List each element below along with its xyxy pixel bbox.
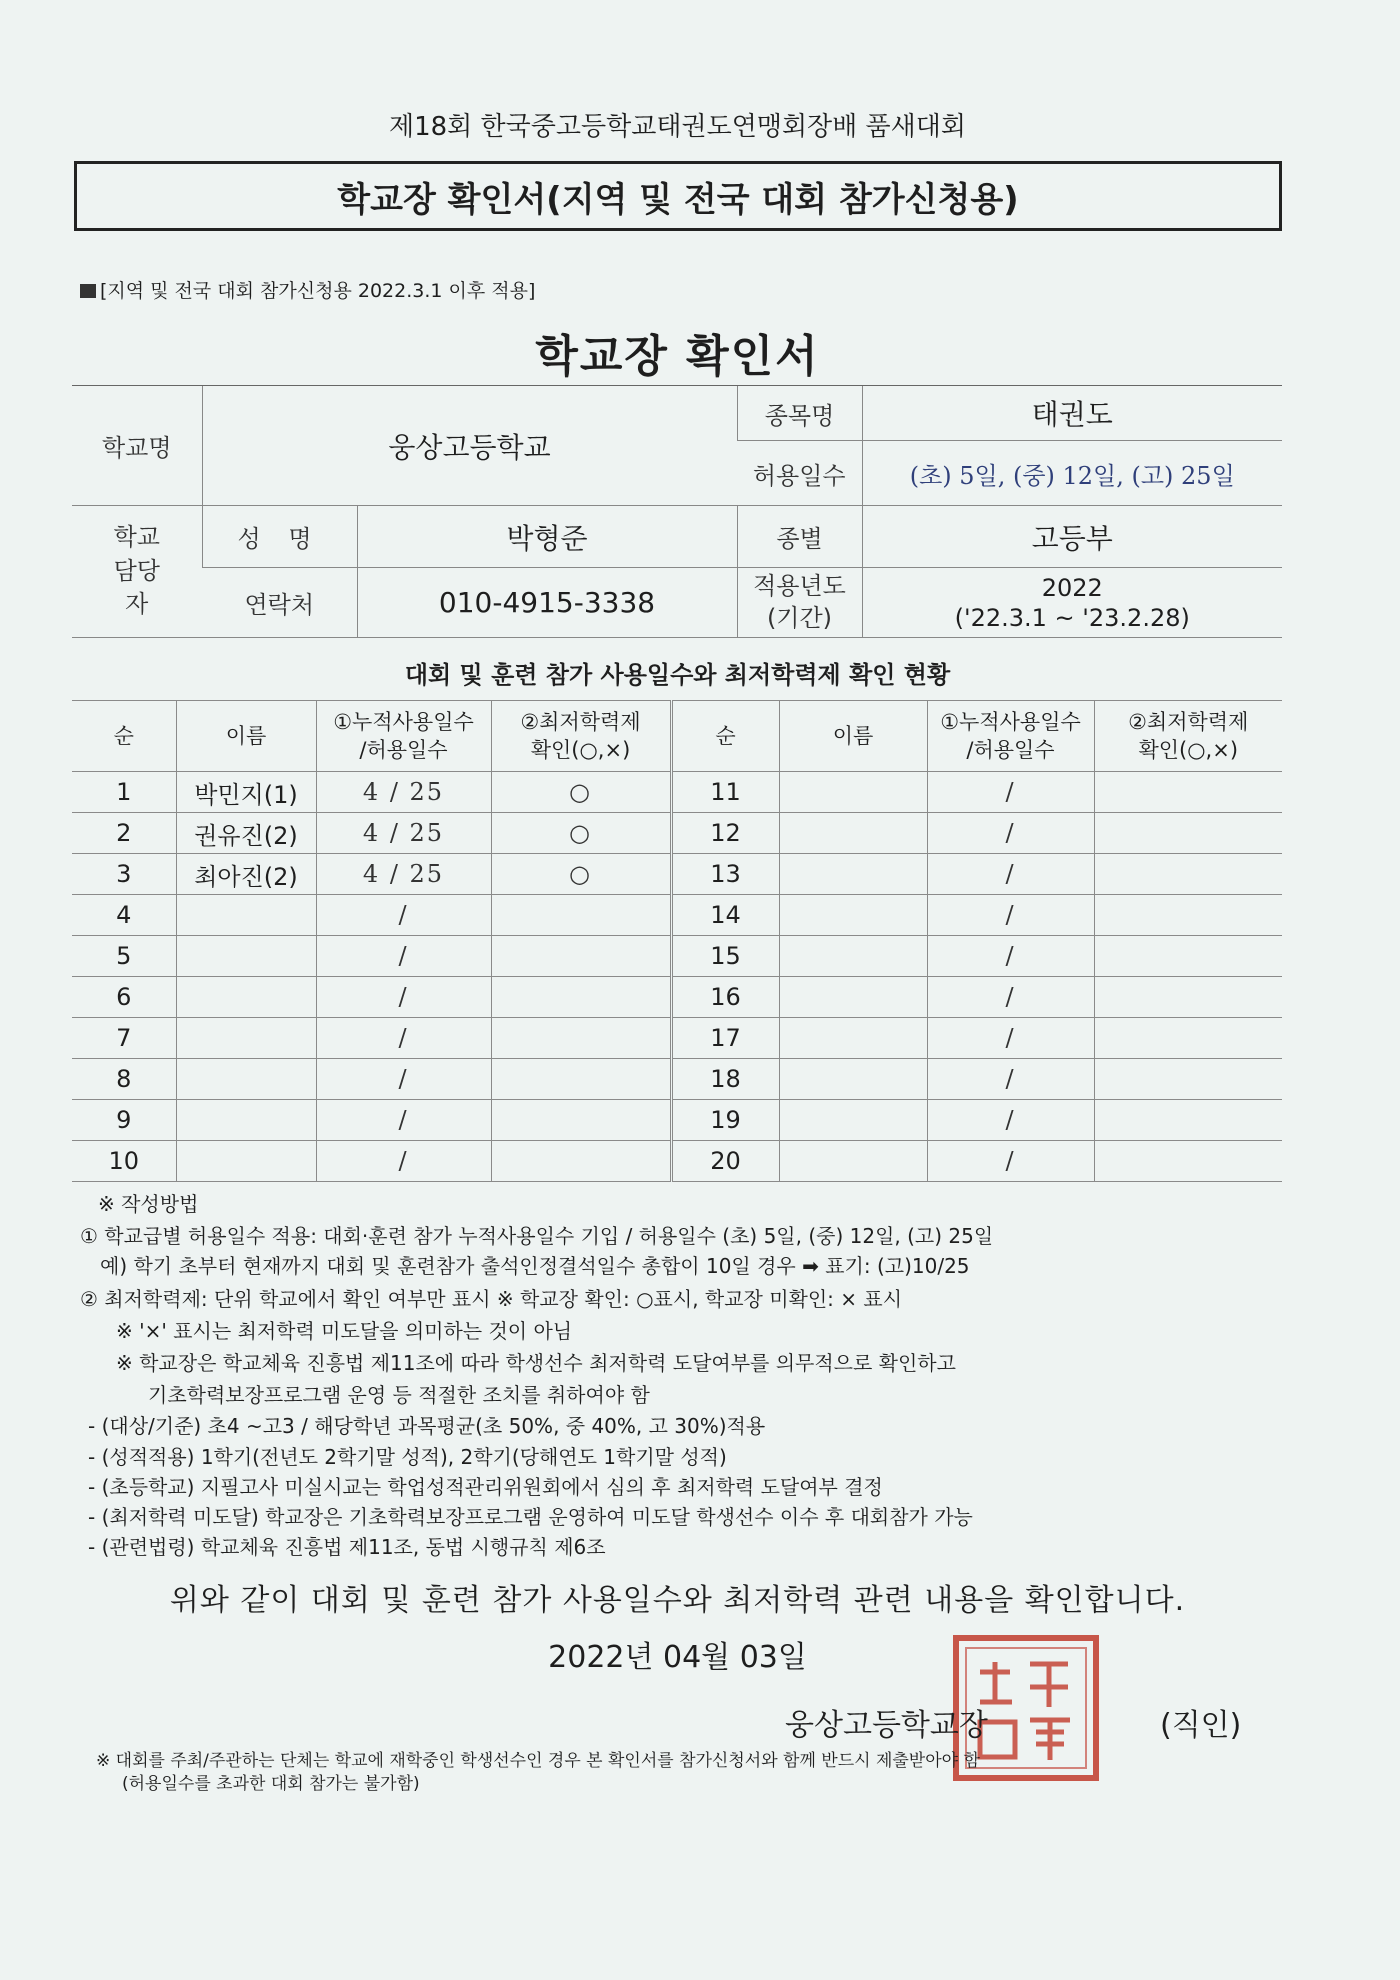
manager-label: 학교 담당자 bbox=[72, 506, 202, 638]
row-grade: ○ bbox=[491, 813, 671, 854]
table-row bbox=[72, 813, 1282, 854]
year-value-line2: ('22.3.1 ~ '23.2.28) bbox=[954, 603, 1190, 632]
principal-name: 웅상고등학교장 bbox=[785, 1708, 988, 1743]
row-number: 11 bbox=[671, 772, 779, 813]
instruction-line: - (관련법령) 학교체육 진흥법 제11조, 동법 시행규칙 제6조 bbox=[88, 1535, 606, 1559]
name-label: 성 명 bbox=[202, 506, 357, 568]
row-grade bbox=[491, 1141, 671, 1182]
year-label-line1: 적용년도 bbox=[753, 572, 846, 601]
table-header-row bbox=[72, 701, 1282, 772]
event-label: 종목명 bbox=[737, 386, 862, 441]
table-row bbox=[72, 1018, 1282, 1059]
row-grade bbox=[491, 895, 671, 936]
footnote bbox=[96, 1750, 980, 1796]
row-days: / bbox=[316, 936, 491, 977]
row-grade bbox=[1094, 936, 1282, 977]
instruction-line: 기초학력보장프로그램 운영 등 적절한 조치를 취하여야 함 bbox=[148, 1383, 650, 1407]
col-days-line2: /허용일수 bbox=[359, 738, 448, 762]
row-number: 6 bbox=[72, 977, 176, 1018]
row-name bbox=[176, 1100, 316, 1141]
row-number: 17 bbox=[671, 1018, 779, 1059]
row-grade bbox=[1094, 1059, 1282, 1100]
row-grade: ○ bbox=[491, 772, 671, 813]
col-days-line2: /허용일수 bbox=[966, 738, 1055, 762]
row-name bbox=[176, 1018, 316, 1059]
row-number: 20 bbox=[671, 1141, 779, 1182]
row-grade bbox=[1094, 977, 1282, 1018]
row-number: 16 bbox=[671, 977, 779, 1018]
row-grade bbox=[491, 1018, 671, 1059]
year-value bbox=[862, 568, 1282, 638]
instruction-line: ※ '×' 표시는 최저학력 미도달을 의미하는 것이 아님 bbox=[116, 1319, 573, 1343]
row-name: 권유진(2) bbox=[176, 813, 316, 854]
main-title: 학교장 확인서 bbox=[535, 331, 820, 382]
col-days-line1: ①누적사용일수 bbox=[940, 709, 1081, 734]
col-grade-line1: ②최저학력제 bbox=[1128, 709, 1249, 734]
allowed-days-label: 허용일수 bbox=[737, 441, 862, 506]
manager-name: 박형준 bbox=[357, 506, 737, 568]
row-days: 4 / 25 bbox=[316, 772, 491, 813]
row-number: 14 bbox=[671, 895, 779, 936]
year-value-line1: 2022 bbox=[1041, 573, 1103, 602]
col-grade-line1: ②최저학력제 bbox=[520, 709, 641, 734]
row-grade bbox=[491, 1059, 671, 1100]
col-days-right bbox=[927, 701, 1094, 772]
row-days: 4 / 25 bbox=[316, 813, 491, 854]
footnote-line-2: (허용일수를 초과한 대회 참가는 불가함) bbox=[122, 1773, 420, 1794]
row-grade bbox=[491, 1100, 671, 1141]
col-name-left: 이름 bbox=[176, 701, 316, 772]
table-row bbox=[72, 895, 1282, 936]
row-grade: ○ bbox=[491, 854, 671, 895]
col-grade-line2: 확인(○,×) bbox=[530, 738, 631, 762]
col-days-left bbox=[316, 701, 491, 772]
row-name bbox=[779, 854, 927, 895]
row-name bbox=[779, 895, 927, 936]
row-name bbox=[176, 1059, 316, 1100]
row-grade bbox=[1094, 1018, 1282, 1059]
table-row bbox=[72, 1059, 1282, 1100]
footnote-line-1: ※ 대회를 주최/주관하는 단체는 학교에 재학중인 학생선수인 경우 본 확인서를 참가신청서와 함께 반드시 제출받아야 함 bbox=[96, 1751, 980, 1771]
row-days: / bbox=[927, 895, 1094, 936]
square-bullet-icon bbox=[80, 284, 96, 298]
row-days: / bbox=[927, 813, 1094, 854]
row-grade bbox=[1094, 854, 1282, 895]
applicability-note-text: [지역 및 전국 대회 참가신청용 2022.3.1 이후 적용] bbox=[100, 280, 536, 302]
division-label: 종별 bbox=[737, 506, 862, 568]
row-number: 12 bbox=[671, 813, 779, 854]
allowed-days-value: (초) 5일, (중) 12일, (고) 25일 bbox=[862, 441, 1282, 506]
row-number: 1 bbox=[72, 772, 176, 813]
school-info-table bbox=[72, 385, 1282, 638]
col-grade-left bbox=[491, 701, 671, 772]
instruction-line: ※ 작성방법 bbox=[98, 1192, 199, 1216]
row-number: 15 bbox=[671, 936, 779, 977]
row-days: / bbox=[927, 1100, 1094, 1141]
contact-value: 010-4915-3338 bbox=[357, 568, 737, 638]
row-grade bbox=[491, 977, 671, 1018]
row-number: 10 bbox=[72, 1141, 176, 1182]
col-days-line1: ①누적사용일수 bbox=[333, 709, 474, 734]
table-row bbox=[72, 977, 1282, 1018]
col-no-left: 순 bbox=[72, 701, 176, 772]
competition-header: 제18회 한국중고등학교태권도연맹회장배 품새대회 bbox=[388, 112, 967, 142]
event-value: 태권도 bbox=[862, 386, 1282, 441]
row-number: 3 bbox=[72, 854, 176, 895]
instruction-line: - (초등학교) 지필고사 미실시교는 학업성적관리위원회에서 심의 후 최저학력 도달여부 결정 bbox=[88, 1475, 883, 1499]
row-days: 4 / 25 bbox=[316, 854, 491, 895]
row-grade bbox=[1094, 1141, 1282, 1182]
row-days: / bbox=[927, 1059, 1094, 1100]
row-name bbox=[176, 977, 316, 1018]
instruction-line: ※ 학교장은 학교체육 진흥법 제11조에 따라 학생선수 최저학력 도달여부를 의무적으로 확인하고 bbox=[116, 1351, 956, 1375]
year-label-line2: (기간) bbox=[766, 603, 833, 632]
row-grade bbox=[1094, 1100, 1282, 1141]
row-days: / bbox=[927, 977, 1094, 1018]
row-number: 5 bbox=[72, 936, 176, 977]
document-title-box bbox=[74, 161, 1282, 231]
row-days: / bbox=[316, 1059, 491, 1100]
row-days: / bbox=[316, 1018, 491, 1059]
row-name bbox=[779, 936, 927, 977]
row-number: 4 bbox=[72, 895, 176, 936]
division-value: 고등부 bbox=[862, 506, 1282, 568]
instruction-line: - (최저학력 미도달) 학교장은 기초학력보장프로그램 운영하여 미도달 학생선수 이수 후 대회참가 가능 bbox=[88, 1505, 973, 1529]
table-row bbox=[72, 854, 1282, 895]
status-title: 대회 및 훈련 참가 사용일수와 최저학력제 확인 현황 bbox=[404, 661, 951, 689]
row-name bbox=[176, 936, 316, 977]
row-number: 13 bbox=[671, 854, 779, 895]
row-number: 18 bbox=[671, 1059, 779, 1100]
instruction-line: - (대상/기준) 초4 ~고3 / 해당학년 과목평균(초 50%, 중 40%, 고 30%)적용 bbox=[88, 1414, 766, 1438]
row-grade bbox=[1094, 813, 1282, 854]
row-days: / bbox=[316, 1100, 491, 1141]
instruction-line: - (성적적용) 1학기(전년도 2학기말 성적), 2학기(당해연도 1학기말 성적) bbox=[88, 1445, 727, 1469]
table-row bbox=[72, 1100, 1282, 1141]
col-no-right: 순 bbox=[671, 701, 779, 772]
row-days: / bbox=[927, 936, 1094, 977]
participation-table bbox=[72, 700, 1282, 1182]
col-grade-right bbox=[1094, 701, 1282, 772]
table-row bbox=[72, 936, 1282, 977]
instruction-line: ② 최저학력제: 단위 학교에서 확인 여부만 표시 ※ 학교장 확인: ○표시, 학교장 미확인: × 표시 bbox=[80, 1287, 903, 1311]
row-grade bbox=[1094, 895, 1282, 936]
col-name-right: 이름 bbox=[779, 701, 927, 772]
row-number: 9 bbox=[72, 1100, 176, 1141]
row-days: / bbox=[927, 854, 1094, 895]
confirmation-statement: 위와 같이 대회 및 훈련 참가 사용일수와 최저학력 관련 내용을 확인합니다. bbox=[169, 1583, 1186, 1618]
applicability-note bbox=[80, 276, 535, 303]
row-name bbox=[176, 895, 316, 936]
row-days: / bbox=[927, 1018, 1094, 1059]
row-grade bbox=[491, 936, 671, 977]
row-days: / bbox=[927, 1141, 1094, 1182]
row-days: / bbox=[316, 1141, 491, 1182]
row-number: 8 bbox=[72, 1059, 176, 1100]
seal-label: (직인) bbox=[1160, 1708, 1242, 1743]
instruction-line: ① 학교급별 허용일수 적용: 대회·훈련 참가 누적사용일수 기입 / 허용일수 (초) 5일, (중) 12일, (고) 25일 bbox=[80, 1224, 994, 1248]
row-name bbox=[779, 772, 927, 813]
contact-label: 연락처 bbox=[202, 568, 357, 638]
row-days: / bbox=[316, 895, 491, 936]
row-days: / bbox=[316, 977, 491, 1018]
row-name bbox=[176, 1141, 316, 1182]
row-grade bbox=[1094, 772, 1282, 813]
row-name bbox=[779, 813, 927, 854]
row-name bbox=[779, 1059, 927, 1100]
instruction-line: 예) 학기 초부터 현재까지 대회 및 훈련참가 출석인정결석일수 총합이 10일 경우 ➡ 표기: (고)10/25 bbox=[100, 1254, 970, 1278]
row-name bbox=[779, 977, 927, 1018]
school-label: 학교명 bbox=[72, 386, 202, 506]
row-name: 최아진(2) bbox=[176, 854, 316, 895]
year-label bbox=[737, 568, 862, 638]
document-title: 학교장 확인서(지역 및 전국 대회 참가신청용) bbox=[337, 179, 1019, 220]
row-name bbox=[779, 1018, 927, 1059]
table-row bbox=[72, 772, 1282, 813]
school-name: 웅상고등학교 bbox=[202, 386, 737, 506]
col-grade-line2: 확인(○,×) bbox=[1138, 738, 1239, 762]
row-number: 19 bbox=[671, 1100, 779, 1141]
row-number: 7 bbox=[72, 1018, 176, 1059]
issue-date: 2022년 04월 03일 bbox=[548, 1640, 807, 1675]
row-name bbox=[779, 1141, 927, 1182]
row-name bbox=[779, 1100, 927, 1141]
table-row bbox=[72, 1141, 1282, 1182]
row-number: 2 bbox=[72, 813, 176, 854]
row-days: / bbox=[927, 772, 1094, 813]
row-name: 박민지(1) bbox=[176, 772, 316, 813]
